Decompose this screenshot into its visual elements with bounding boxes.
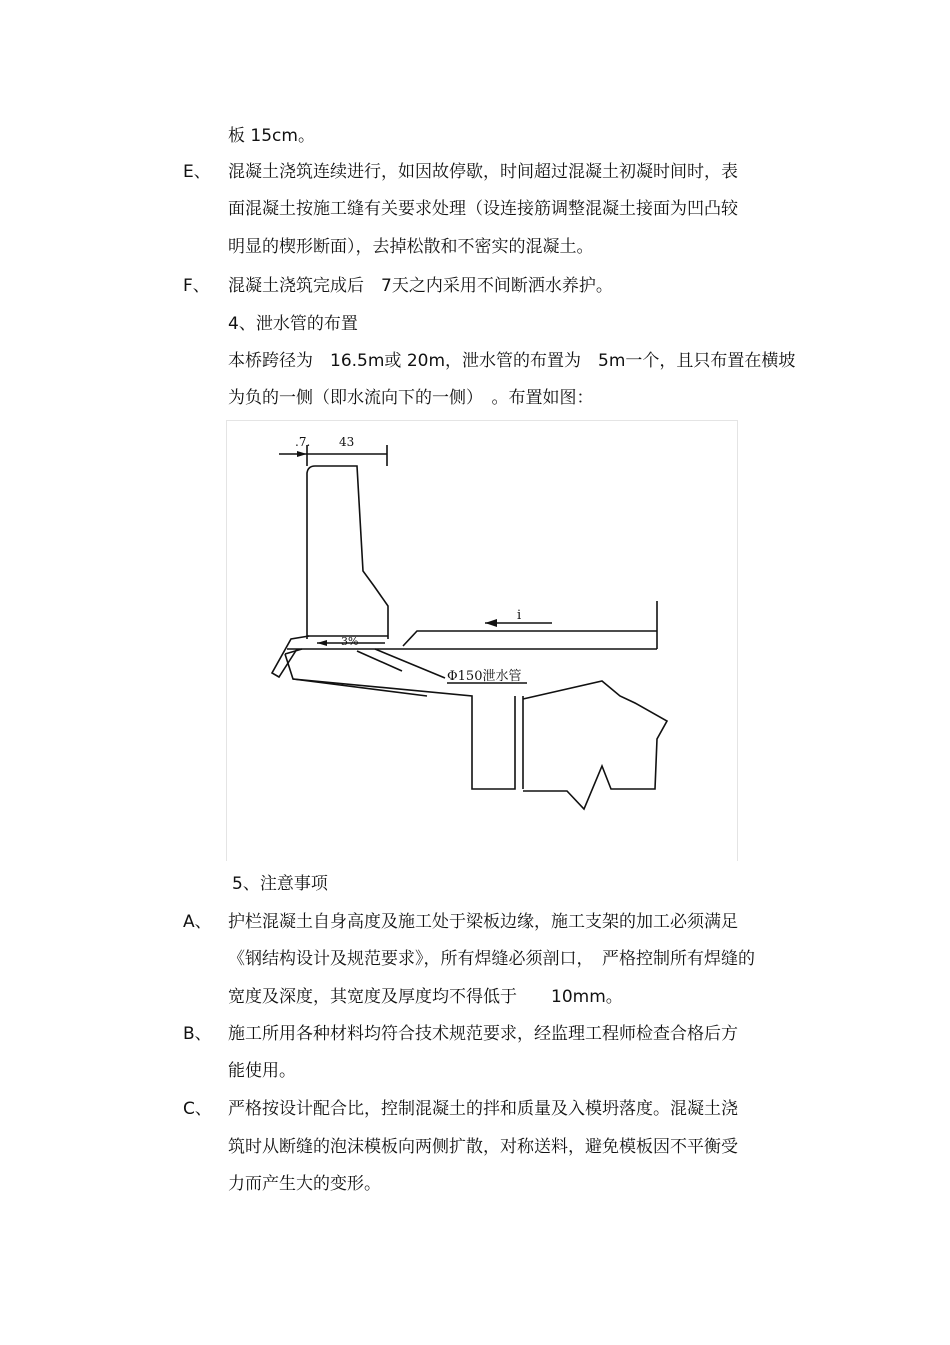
barrier-outline: [307, 466, 388, 639]
diagram-svg: [227, 421, 739, 862]
text-line: 板 15cm。: [228, 126, 315, 146]
text-line: 护栏混凝土自身高度及施工处于梁板边缘，施工支架的加工必须满足: [228, 912, 738, 932]
list-marker-c: C、: [183, 1099, 212, 1119]
list-marker-e: E、: [183, 162, 211, 182]
section-heading: 5、注意事项: [232, 874, 328, 894]
list-marker-f: F、: [183, 276, 210, 296]
text-line: 混凝土浇筑完成后 7天之内采用不间断洒水养护。: [228, 276, 613, 296]
cantilever-bottom: [293, 679, 427, 696]
text-line: 《钢结构设计及规范要求》，所有焊缝必须剖口， 严格控制所有焊缝的: [228, 949, 755, 969]
text-line: 宽度及深度，其宽度及厚度均不得低于 10mm。: [228, 987, 623, 1007]
list-marker-a: A、: [183, 912, 212, 932]
list-marker-b: B、: [183, 1024, 212, 1044]
text-line: 明显的楔形断面），去掉松散和不密实的混凝土。: [228, 237, 594, 257]
pipe-label: Φ150泄水管: [447, 669, 522, 684]
text-line: 力而产生大的变形。: [228, 1174, 381, 1194]
dim-right-label: 43: [339, 435, 355, 449]
text-line: 为负的一侧（即水流向下的一侧） 。布置如图：: [228, 388, 594, 408]
section-heading: 4、泄水管的布置: [228, 314, 358, 334]
text-line: 筑时从断缝的泡沫模板向两侧扩散，对称送料，避免模板因不平衡受: [228, 1137, 738, 1157]
text-line: 本桥跨径为 16.5m或 20m，泄水管的布置为 5m一个，且只布置在横坡: [228, 351, 796, 371]
text-line: 面混凝土按施工缝有关要求处理（设连接筋调整混凝土接面为凹凸较: [228, 199, 738, 219]
text-line: 施工所用各种材料均符合技术规范要求，经监理工程师检查合格后方: [228, 1024, 738, 1044]
deck-surface: [403, 631, 657, 646]
slope-arrowhead: [317, 640, 327, 646]
slope-label: 3%: [341, 635, 359, 648]
text-line: 严格按设计配合比，控制混凝土的拌和质量及入模坍落度。混凝土浇: [228, 1099, 738, 1119]
flow-arrowhead: [485, 619, 497, 627]
flow-label: i: [517, 608, 522, 623]
text-line: 能使用。: [228, 1061, 296, 1081]
dim-arrowhead: [297, 451, 307, 457]
right-flange: [523, 681, 667, 809]
pipe-line: [357, 651, 402, 671]
drainage-pipe-diagram: [226, 420, 738, 861]
text-line: 混凝土浇筑连续进行，如因故停歇，时间超过混凝土初凝时间时，表: [228, 162, 738, 182]
dim-left-label: .7.: [295, 435, 311, 449]
